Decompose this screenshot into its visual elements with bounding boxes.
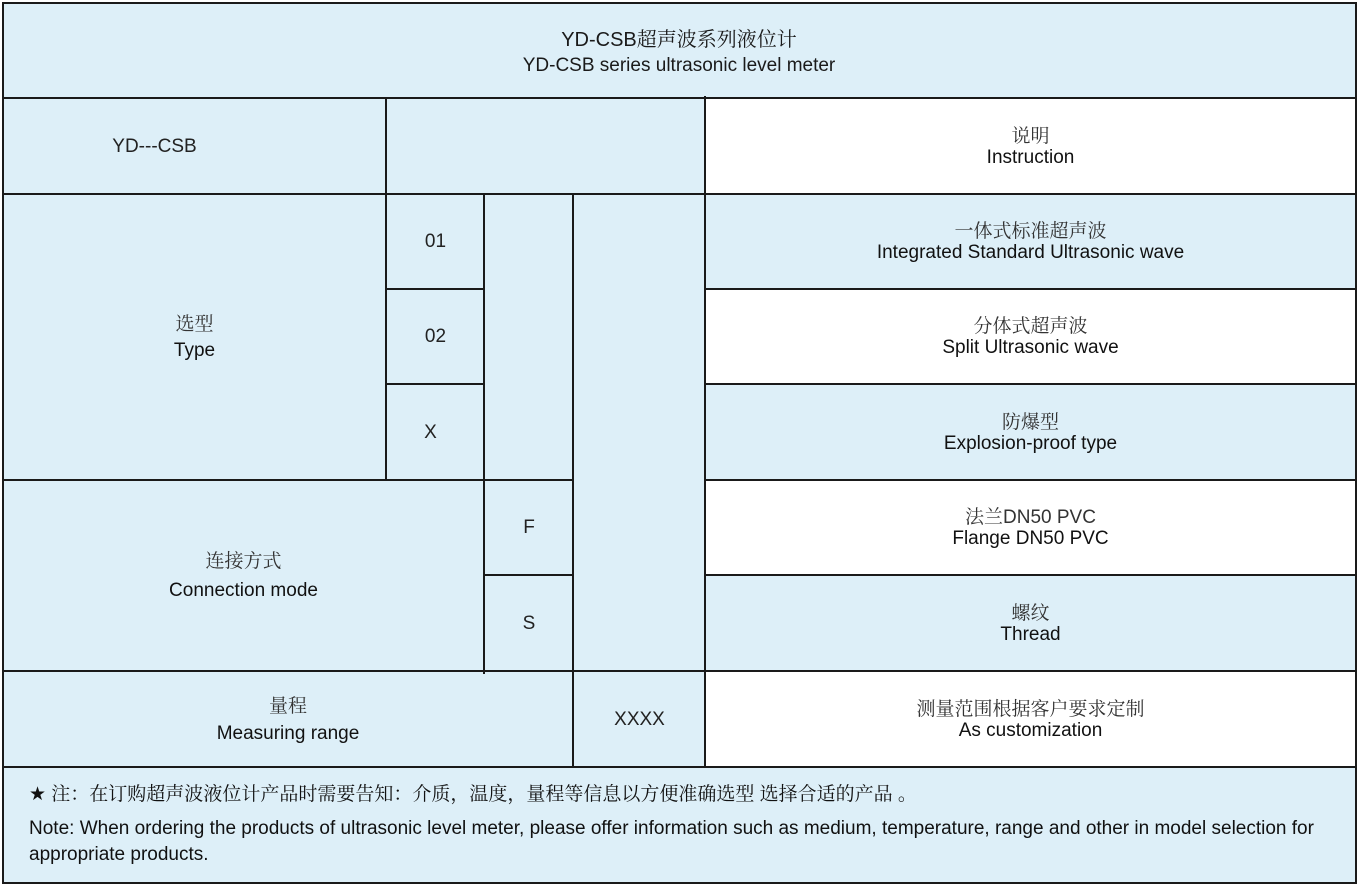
option-zh: 一体式标准超声波 [954, 221, 1107, 242]
instruction-zh: 说明 [1011, 125, 1050, 147]
column-divider [704, 96, 706, 767]
connection-option-1 [706, 481, 1355, 575]
connection-code-f [485, 481, 573, 575]
option-en: As customization [958, 719, 1103, 741]
row-divider [705, 383, 1356, 385]
type-spacer-cell [485, 195, 573, 480]
title-zh: YD-CSB超声波系列液位计 [561, 28, 797, 51]
model-code: YD---CSB [112, 135, 197, 157]
header-blank-cell [387, 99, 705, 194]
range-label-cell [3, 672, 573, 767]
connection-label-cell [3, 481, 484, 671]
connection-code-s [485, 576, 573, 671]
row-divider [705, 288, 1356, 290]
connection-en: Connection mode [169, 580, 318, 601]
type-label-cell [3, 195, 386, 480]
row-divider [705, 574, 1356, 576]
table-border-bottom [2, 882, 1356, 884]
model-cell [3, 99, 386, 194]
row-divider [386, 288, 485, 290]
connection-spacer-cell [574, 195, 705, 671]
note-zh: ★ 注：在订购超声波液位计产品时需要告知：介质，温度，量程等信息以方便准确选型 选择合适的产品 。 [29, 784, 917, 805]
table-title [3, 3, 1355, 98]
column-divider [572, 193, 574, 767]
range-code: XXXX [614, 708, 665, 730]
option-en: Flange DN50 PVC [952, 528, 1109, 549]
note-en: Note: When ordering the products of ultrasonic level meter, please offer information such as medium, temperature, range and other in model selection for appropriate products. [29, 818, 1314, 865]
option-zh: 测量范围根据客户要求定制 [916, 698, 1145, 720]
instruction-en: Instruction [986, 146, 1075, 168]
connection-option-2 [706, 576, 1355, 671]
option-en: Thread [1000, 623, 1061, 645]
type-en: Type [173, 339, 216, 361]
row-divider [2, 479, 574, 481]
column-divider [483, 193, 485, 674]
row-divider [485, 574, 574, 576]
type-code-text: 02 [424, 326, 447, 347]
connection-code-text: S [522, 612, 536, 634]
type-option-1 [706, 195, 1355, 289]
option-en: Explosion-proof type [943, 432, 1118, 454]
table-border-left [2, 2, 4, 884]
option-zh: 分体式超声波 [973, 316, 1088, 337]
type-zh: 选型 [175, 313, 214, 335]
title-en: YD-CSB series ultrasonic level meter [522, 54, 836, 76]
row-divider [2, 193, 1356, 195]
type-code-01 [387, 195, 484, 289]
option-en: Integrated Standard Ultrasonic wave [876, 242, 1185, 263]
type-code-x [387, 385, 484, 480]
range-zh: 量程 [268, 695, 307, 717]
connection-zh: 连接方式 [205, 551, 282, 572]
type-option-3 [706, 385, 1355, 480]
table-border-right [1355, 2, 1357, 884]
row-divider [386, 383, 485, 385]
range-code-cell [574, 672, 705, 767]
connection-code-text: F [523, 517, 535, 538]
table-border-top [2, 2, 1356, 4]
type-code-text: X [424, 421, 437, 443]
option-en: Split Ultrasonic wave [942, 337, 1119, 358]
option-zh: 法兰DN50 PVC [965, 507, 1096, 528]
type-option-2 [706, 290, 1355, 384]
type-code-text: 01 [424, 231, 447, 252]
option-zh: 螺纹 [1011, 602, 1050, 624]
row-divider [2, 670, 1356, 672]
option-zh: 防爆型 [1001, 411, 1059, 433]
row-divider [2, 97, 1356, 99]
range-option [706, 672, 1355, 767]
column-divider [385, 98, 387, 480]
range-en: Measuring range [216, 722, 360, 744]
type-code-02 [387, 290, 484, 384]
row-divider [705, 479, 1356, 481]
instruction-header [706, 99, 1355, 194]
order-note [3, 768, 1355, 883]
row-divider [2, 766, 1356, 768]
